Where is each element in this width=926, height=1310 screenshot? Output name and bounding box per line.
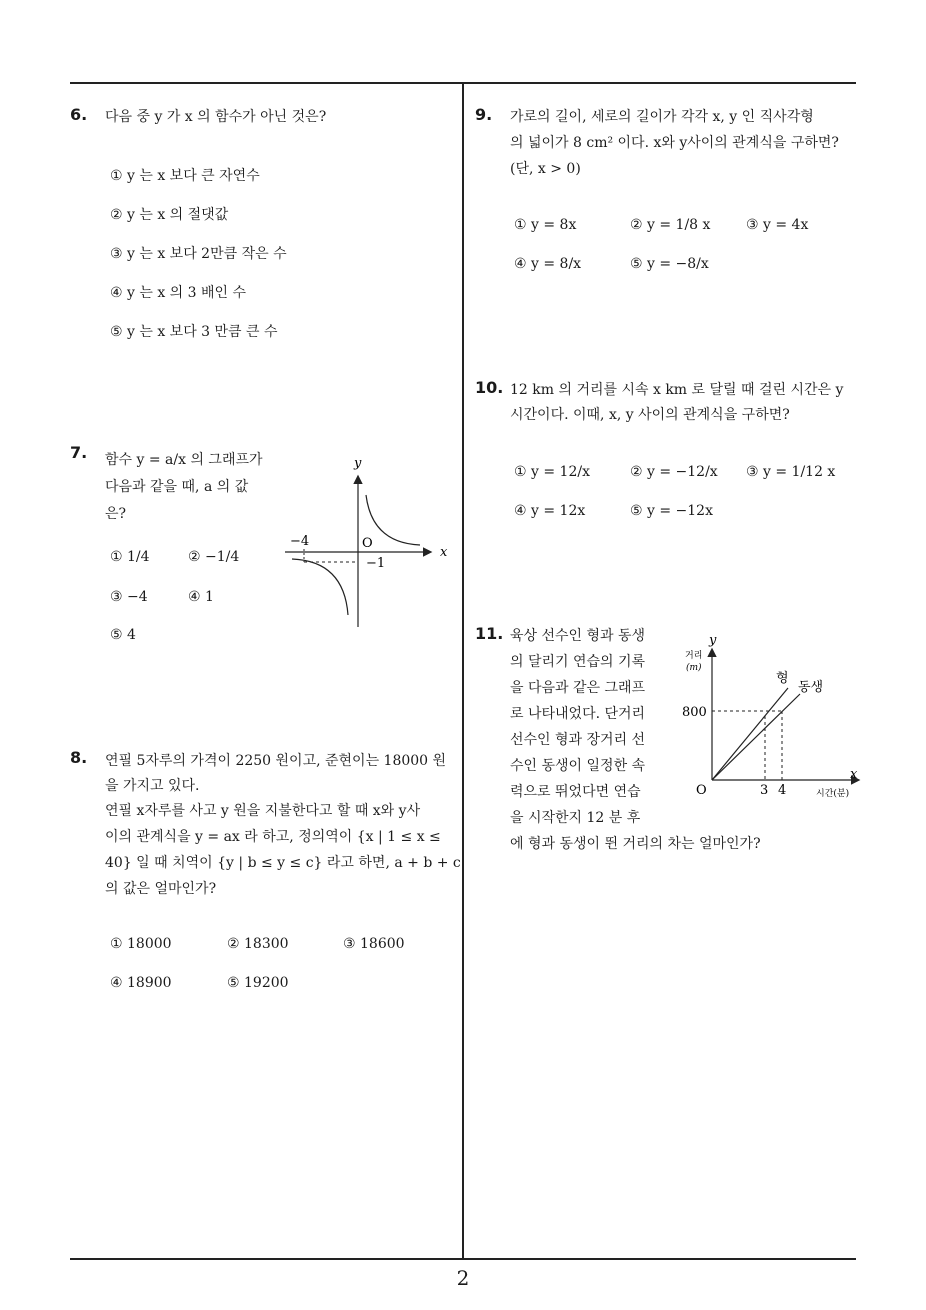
q11-line-younger-brother — [712, 694, 800, 780]
q11-text-line: 을 시작한지 12 분 후 — [510, 810, 641, 826]
q10-option-4[interactable]: ④ y = 12x — [514, 503, 586, 519]
q9-option-3[interactable]: ③ y = 4x — [746, 217, 809, 233]
q8-option-4[interactable]: ④ 18900 — [110, 975, 172, 991]
q7-y-axis-label: y — [354, 456, 362, 471]
column-divider — [462, 83, 464, 1259]
q9-option-5[interactable]: ⑤ y = −8/x — [630, 256, 709, 272]
q8-text-line: 40} 일 때 치역이 {y | b ≤ y ≤ c} 라고 하면, a + b + c — [105, 855, 461, 871]
q8-option-5[interactable]: ⑤ 19200 — [227, 975, 289, 991]
q7-stem-line: 은? — [105, 506, 127, 522]
q8-text-line: 의 값은 얼마인가? — [105, 881, 217, 897]
q11-x-tick-3: 3 — [760, 783, 769, 798]
q7-option-5[interactable]: ⑤ 4 — [110, 627, 136, 643]
q7-x-axis-label: x — [440, 545, 448, 560]
q7-stem-line: 다음과 같을 때, a 의 값 — [105, 479, 249, 495]
q6-option-2[interactable]: ② y 는 x 의 절댓값 — [110, 207, 229, 223]
q8-option-1[interactable]: ① 18000 — [110, 936, 172, 952]
q7-option-3[interactable]: ③ −4 — [110, 589, 148, 605]
q11-y-tick-800: 800 — [682, 705, 707, 720]
q11-x-tick-4: 4 — [778, 783, 787, 798]
q6-option-5[interactable]: ⑤ y 는 x 보다 3 만큼 큰 수 — [110, 324, 278, 340]
q10-number: 10. — [475, 378, 504, 397]
q11-y-axis-label: y — [709, 633, 717, 648]
q9-option-1[interactable]: ① y = 8x — [514, 217, 577, 233]
q11-series-label-older: 형 — [776, 671, 789, 686]
q7-hyperbola-graph — [280, 455, 455, 635]
q11-number: 11. — [475, 624, 504, 643]
q9-text-line: (단, x > 0) — [510, 161, 581, 177]
q6-option-3[interactable]: ③ y 는 x 보다 2만큼 작은 수 — [110, 246, 287, 262]
q7-stem-line: 함수 y = a/x 의 그래프가 — [105, 452, 263, 468]
q8-option-3[interactable]: ③ 18600 — [343, 936, 405, 952]
q11-y-unit-label: (m) — [686, 663, 702, 673]
q8-text-line: 연필 5자루의 가격이 2250 원이고, 준현이는 18000 원 — [105, 753, 447, 769]
q7-x-tick-label: −4 — [290, 534, 310, 549]
q11-text-line: 선수인 형과 장거리 선 — [510, 732, 646, 748]
bottom-rule — [70, 1258, 856, 1260]
q11-distance-time-graph — [670, 628, 865, 808]
q11-origin-label: O — [696, 783, 707, 798]
q7-y-tick-label: −1 — [366, 556, 386, 571]
q11-text-line: 력으로 뛰었다면 연습 — [510, 784, 641, 800]
q7-option-4[interactable]: ④ 1 — [188, 589, 214, 605]
q6-stem: 다음 중 y 가 x 의 함수가 아닌 것은? — [105, 109, 327, 125]
q10-option-1[interactable]: ① y = 12/x — [514, 464, 590, 480]
q7-option-1[interactable]: ① 1/4 — [110, 549, 150, 565]
q9-text-line: 가로의 길이, 세로의 길이가 각각 x, y 인 직사각형 — [510, 109, 814, 125]
q8-text-line: 연필 x자루를 사고 y 원을 지불한다고 할 때 x와 y사 — [105, 803, 421, 819]
q7-curve-q1 — [366, 495, 420, 545]
q8-number: 8. — [70, 748, 88, 767]
q7-curve-q3 — [292, 559, 348, 615]
q6-option-1[interactable]: ① y 는 x 보다 큰 자연수 — [110, 168, 260, 184]
q10-option-3[interactable]: ③ y = 1/12 x — [746, 464, 836, 480]
q6-number: 6. — [70, 105, 88, 124]
q11-text-line: 의 달리기 연습의 기록 — [510, 654, 646, 670]
q9-number: 9. — [475, 105, 493, 124]
q8-text-line: 이의 관계식을 y = ax 라 하고, 정의역이 {x | 1 ≤ x ≤ — [105, 829, 441, 845]
q8-text-line: 을 가지고 있다. — [105, 778, 200, 794]
q6-option-4[interactable]: ④ y 는 x 의 3 배인 수 — [110, 285, 247, 301]
page-number: 2 — [456, 1266, 470, 1290]
q10-text-line: 시간이다. 이때, x, y 사이의 관계식을 구하면? — [510, 407, 790, 423]
q11-line-older-brother — [712, 688, 788, 780]
q9-option-4[interactable]: ④ y = 8/x — [514, 256, 582, 272]
q11-text-line: 을 다음과 같은 그래프 — [510, 680, 646, 696]
q11-y-quantity-label: 거리 — [685, 651, 703, 661]
q11-x-axis-label: x — [850, 767, 858, 782]
q7-option-2[interactable]: ② −1/4 — [188, 549, 240, 565]
q8-option-2[interactable]: ② 18300 — [227, 936, 289, 952]
q11-series-label-younger: 동생 — [798, 680, 824, 695]
q7-number: 7. — [70, 443, 88, 462]
q11-text-line: 육상 선수인 형과 동생 — [510, 628, 646, 644]
q11-text-line: 에 형과 동생이 뛴 거리의 차는 얼마인가? — [510, 836, 761, 852]
q11-text-line: 수인 동생이 일정한 속 — [510, 758, 646, 774]
q10-option-2[interactable]: ② y = −12/x — [630, 464, 718, 480]
q7-origin-label: O — [362, 536, 373, 551]
q10-text-line: 12 km 의 거리를 시속 x km 로 달릴 때 걸린 시간은 y — [510, 382, 844, 398]
q10-option-5[interactable]: ⑤ y = −12x — [630, 503, 713, 519]
q11-text-line: 로 나타내었다. 단거리 — [510, 706, 646, 722]
q11-x-quantity-label: 시간(분) — [816, 789, 850, 799]
q9-text-line: 의 넓이가 8 cm² 이다. x와 y사이의 관계식을 구하면? — [510, 135, 839, 151]
q9-option-2[interactable]: ② y = 1/8 x — [630, 217, 711, 233]
